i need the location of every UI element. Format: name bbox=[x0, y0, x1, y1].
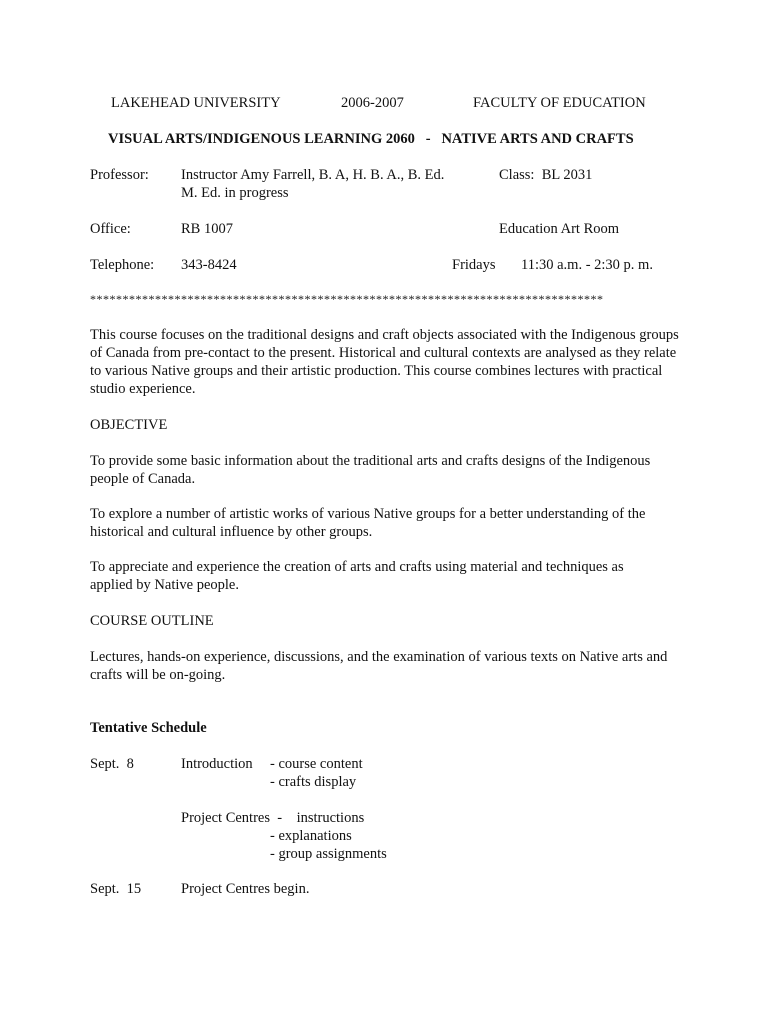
telephone-label: Telephone: bbox=[90, 257, 155, 273]
room-name: Education Art Room bbox=[499, 221, 620, 237]
university-name: LAKEHEAD UNIVERSITY bbox=[111, 95, 281, 111]
schedule-subitem: - course content bbox=[270, 756, 363, 772]
class-day: Fridays bbox=[452, 257, 496, 273]
academic-year: 2006-2007 bbox=[341, 95, 404, 111]
objective-item: To provide some basic information about the traditional arts and crafts designs of the Indigenous people of Canada. bbox=[90, 453, 651, 487]
schedule-subitem: - group assignments bbox=[270, 846, 387, 862]
course-title: VISUAL ARTS/INDIGENOUS LEARNING 2060 - NATIVE ARTS AND CRAFTS bbox=[108, 131, 634, 147]
schedule-subitem: - crafts display bbox=[270, 774, 357, 790]
office-label: Office: bbox=[90, 221, 131, 237]
schedule-heading: Tentative Schedule bbox=[90, 720, 207, 736]
outline-heading: COURSE OUTLINE bbox=[90, 613, 214, 629]
faculty-name: FACULTY OF EDUCATION bbox=[473, 95, 646, 111]
schedule-subitem: - explanations bbox=[270, 828, 352, 844]
objective-heading: OBJECTIVE bbox=[90, 417, 168, 433]
schedule-topic: Introduction bbox=[181, 756, 253, 772]
objective-item: To explore a number of artistic works of various Native groups for a better understanding of the historical and cultural influence by other groups. bbox=[90, 506, 646, 540]
course-description: This course focuses on the traditional designs and craft objects associated with the Indigenous groups of Canada from pre-contact to the present. Historical and cultural contexts are analysed as they relate to various Native groups and their artistic production. This course combines lectures with practical studio experience. bbox=[90, 327, 679, 397]
professor-name: Instructor Amy Farrell, B. A, H. B. A., B. Ed. bbox=[181, 167, 445, 183]
office-value: RB 1007 bbox=[181, 221, 233, 237]
objective-item: To appreciate and experience the creation of arts and crafts using material and techniques as applied by Native people. bbox=[90, 559, 624, 593]
schedule-topic: Project Centres - instructions bbox=[181, 810, 365, 826]
professor-label: Professor: bbox=[90, 167, 149, 183]
schedule-date: Sept. 15 bbox=[90, 881, 142, 897]
separator-line: ******************************************************************************* bbox=[90, 292, 604, 306]
outline-text: Lectures, hands-on experience, discussions, and the examination of various texts on Native arts and crafts will be on-going. bbox=[90, 649, 668, 683]
professor-credentials: M. Ed. in progress bbox=[181, 185, 289, 201]
schedule-date: Sept. 8 bbox=[90, 756, 134, 772]
schedule-topic: Project Centres begin. bbox=[181, 881, 310, 897]
class-location: Class: BL 2031 bbox=[499, 167, 593, 183]
telephone-value: 343-8424 bbox=[181, 257, 237, 273]
class-time: 11:30 a.m. - 2:30 p. m. bbox=[521, 257, 653, 273]
